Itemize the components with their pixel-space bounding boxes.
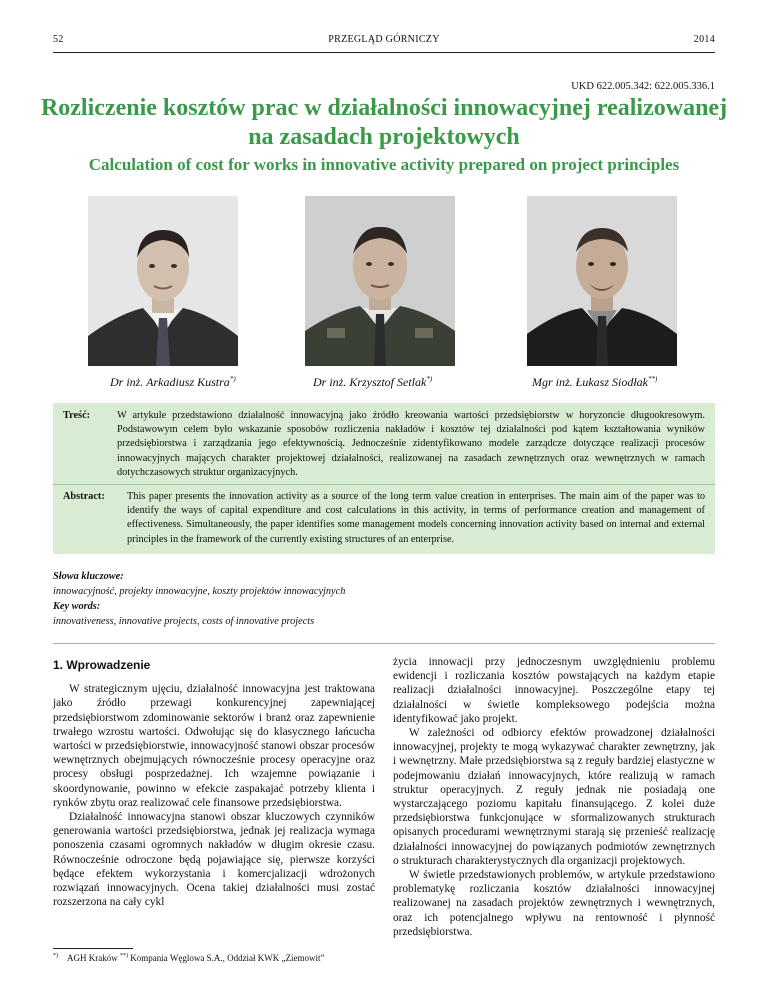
paragraph: W świetle przedstawionych problemów, w artykule przedstawiono problematykę rozliczania kosztów działalności innowacyjnej realizowanej na zasadach projektów zewnętrznych i wewnętrznych, oraz ich potencjalnego wpływu na rentowność i płynność przedsiębiorstwa. bbox=[393, 869, 715, 938]
footnote bbox=[53, 953, 325, 963]
footnote-affiliation-1: AGH Kraków bbox=[67, 953, 118, 963]
running-header bbox=[53, 34, 715, 48]
author-mark-2: *) bbox=[426, 375, 433, 383]
title-pl: Rozliczenie kosztów prac w działalności innowacyjnej realizowanej na zasadach projektowych bbox=[40, 95, 728, 150]
footnote-affiliation-2: Kompania Węglowa S.A., Oddział KWK „Ziemowit” bbox=[130, 953, 325, 963]
author-mark-1: *) bbox=[229, 375, 236, 383]
keywords-en: innovativeness, innovative projects, costs of innovative projects bbox=[53, 616, 315, 627]
keywords-pl-label: Słowa kluczowe: bbox=[53, 571, 124, 582]
left-column bbox=[53, 658, 375, 909]
abstract-pl-text: W artykule przedstawiono działalność innowacyjną jako źródło kreowania wartości przedsiębiorstw w horyzoncie długookresowym. Podstawowym celem było wskazanie sposobów rozliczenia nakładów i kosztów tej działalności pod kątem kształtowania wyników przedsiębiorstwa i zarządzania jego efektywnością. Jednocześnie zidentyfikowano modele zarządcze dotyczące realizacji procesów innowacyjnych mających charakter projektowej działalności, realizowanej na zasadach zewnętrznych oraz wewnętrznych w ramach dotychczasowych struktur organizacyjnych. bbox=[117, 410, 705, 478]
author-name-2: Dr inż. Krzysztof Setlak bbox=[313, 375, 427, 389]
author-name-3: Mgr inż. Łukasz Siodłak bbox=[532, 375, 649, 389]
footnote-mark-2: **) bbox=[120, 953, 128, 959]
abstract-pl-label: Treść: bbox=[63, 410, 91, 421]
right-column bbox=[393, 655, 715, 939]
footnote-mark-1: *) bbox=[53, 953, 58, 959]
author-photo-3 bbox=[527, 196, 677, 366]
author-caption-3 bbox=[532, 375, 657, 390]
title-en: Calculation of cost for works in innovative activity prepared on project principles bbox=[88, 155, 680, 174]
section-rule bbox=[53, 643, 715, 644]
page-number: 52 bbox=[53, 34, 64, 45]
keywords-pl: innowacyjność, projekty innowacyjne, koszty projektów innowacyjnych bbox=[53, 586, 346, 597]
paragraph: W strategicznym ujęciu, działalność innowacyjna jest traktowana jako źródło przewagi konkurencyjnej zapewniającej przedsiębiorstwom zdominowanie sektorów i branż oraz zapewnienie trwałego wzrostu wartości. Odwołując się do klasycznego łańcucha wartości w przedsiębiorstwie, innowacyjność stanowi obszar procesów wewnętrznych obejmujących równocześnie procesy operacyjne oraz procesy obsługi posprzedażnej. Ich wzajemne powiązanie i skoordynowanie, powinno w efekcie zaspakajać potrzeby klienta i rynków zbytu oraz realizować cele finansowe przedsiębiorstwa. bbox=[53, 683, 375, 809]
paragraph: życia innowacji przy jednoczesnym uwzględnieniu problemu ewidencji i rozliczania kosztów powstających na każdym etapie realizacji działalności innowacyjnej. Poszczególne etapy tej działalności w świetle kompleksowego podejścia można identyfikować jako projekt. bbox=[393, 656, 715, 725]
paragraph: Działalność innowacyjna stanowi obszar kluczowych czynników generowania wartości przedsiębiorstwa, jednak jej realizacja wymaga ponoszenia czasami ogromnych nakładów w długim okresie czasu. Równocześnie odroczone będą pojawiające się, pierwsze korzyści będące efektem wykorzystania i komercjalizacji wdrożonych rozwiązań innowacyjnych. Ocena takiej działalności musi zostać rozszerzona na cały cykl bbox=[53, 811, 375, 909]
author-mark-3: **) bbox=[648, 375, 658, 383]
header-rule bbox=[53, 52, 715, 53]
footnote-rule bbox=[53, 948, 133, 949]
author-name-1: Dr inż. Arkadiusz Kustra bbox=[110, 375, 230, 389]
author-caption-1 bbox=[110, 375, 236, 390]
abstract-box bbox=[53, 403, 715, 554]
author-photo-1 bbox=[88, 196, 238, 366]
journal-year: 2014 bbox=[693, 34, 715, 45]
author-photo-2 bbox=[305, 196, 455, 366]
section-heading: 1. Wprowadzenie bbox=[53, 658, 151, 672]
udk-code: UKD 622.005.342: 622.005.336.1 bbox=[571, 81, 715, 92]
keywords-en-label: Key words: bbox=[53, 601, 101, 612]
author-caption-2 bbox=[313, 375, 432, 390]
abstract-en-label: Abstract: bbox=[63, 491, 105, 502]
paragraph: W zależności od odbiorcy efektów prowadzonej działalności innowacyjnej, projekty te mogą wykazywać charakter zewnętrzny, jak i wewnętrzny. Małe przedsiębiorstwa są z reguły bardziej elastyczne w podejmowaniu działań innowacyjnych, które realizują w ramach struktur operacyjnych. Z reguły jednak nie posiadają one wystarczającego poziomu kapitału finansującego. Z kolei duże przedsiębiorstwa funkcjonujące w sformalizowanych strukturach opisanych procedurami wewnętrznymi starają się przenieść realizację działalności innowacyjnej do powiązanych podmiotów zewnętrznych o strukturach charakterystycznych dla organizacji projektowych. bbox=[393, 727, 715, 867]
abstract-divider bbox=[53, 484, 715, 485]
abstract-en-text: This paper presents the innovation activity as a source of the long term value creation in enterprises. The main aim of the paper was to identify the ways of capital expenditure and cost calculations in this activity, in terms of performance creation and management of effectiveness. Simultaneously, the paper identifies some management models concerning innovation activity based on internal and external principles in the framework of the currently existing structures of an enterprise. bbox=[127, 491, 705, 545]
journal-name: PRZEGLĄD GÓRNICZY bbox=[328, 34, 440, 45]
